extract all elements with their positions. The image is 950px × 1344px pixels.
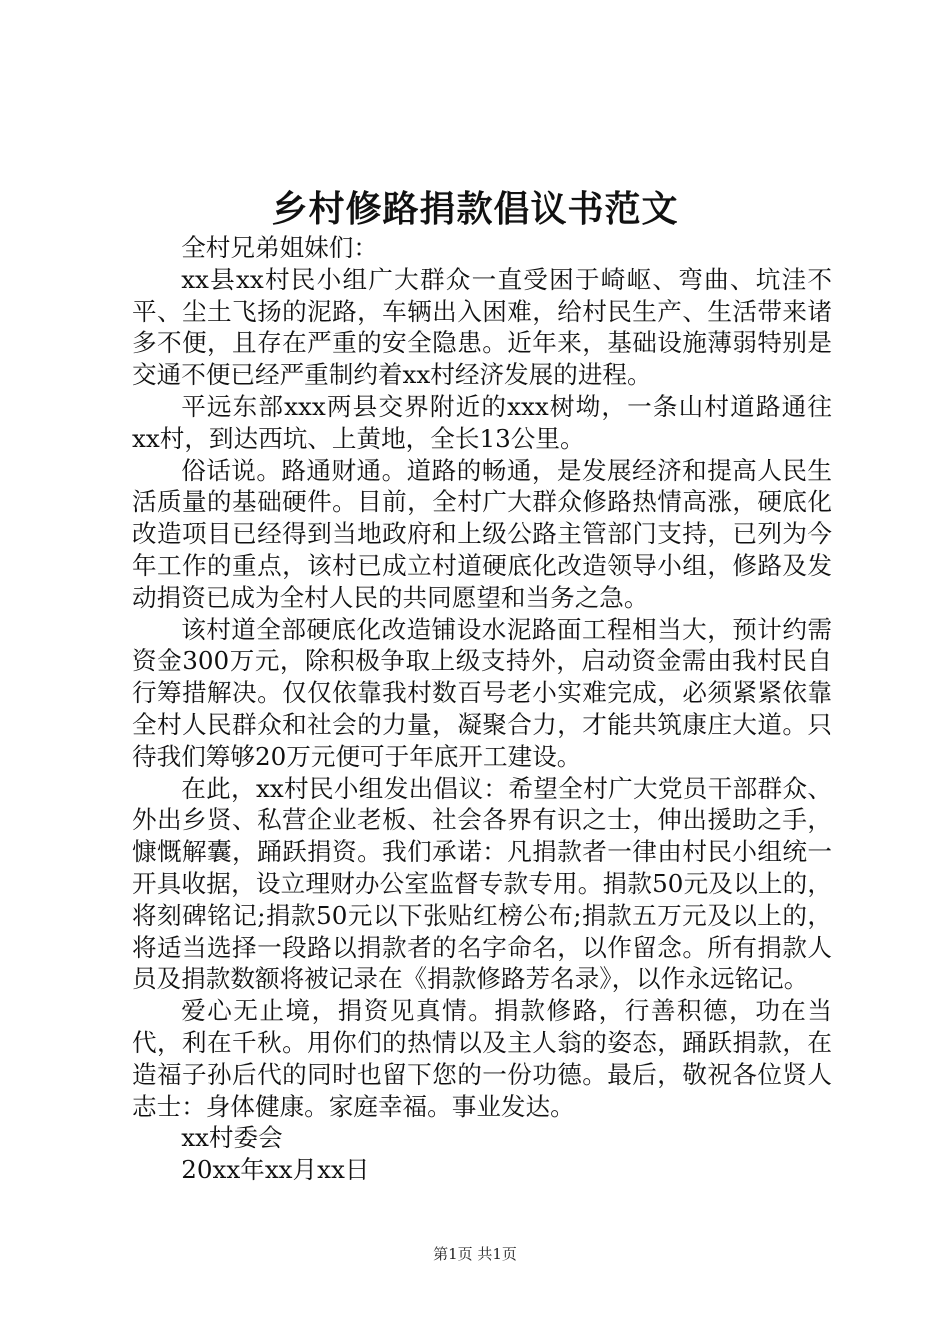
- signature: xx村委会: [181, 1123, 283, 1153]
- salutation: 全村兄弟姐妹们：: [181, 233, 378, 262]
- paragraph: xx县xx村民小组广大群众一直受困于崎岖、弯曲、坑洼不平、尘土飞扬的泥路，车辆出入困难，给村民生产、生活带来诸多不便，且存在严重的安全隐患。近年来，基础设施薄弱特别是交通不便已经严重制约着xx村经济发展的进程。: [132, 264, 832, 390]
- paragraph: 平远东部xxx两县交界附近的xxx树坳，一条山村道路通往xx村，到达西坑、上黄地，全长13公里。: [132, 391, 832, 453]
- paragraph: 该村道全部硬底化改造铺设水泥路面工程相当大，预计约需资金300万元，除积极争取上级支持外，启动资金需由我村民自行筹措解决。仅仅依靠我村数百号老小实难完成，必须紧紧依靠全村人民群众和社会的力量，凝聚合力，才能共筑康庄大道。只待我们筹够20万元便可于年底开工建设。: [132, 614, 832, 771]
- paragraph: 在此，xx村民小组发出倡议：希望全村广大党员干部群众、外出乡贤、私营企业老板、社会各界有识之士，伸出援助之手，慷慨解囊，踊跃捐资。我们承诺：凡捐款者一律由村民小组统一开具收据，设立理财办公室监督专款专用。捐款50元及以上的，将刻碑铭记;捐款50元以下张贴红榜公布;捐款五万元及以上的，将适当选择一段路以捐款者的名字命名，以作留念。所有捐款人员及捐款数额将被记录在《捐款修路芳名录》，以作永远铭记。: [132, 773, 832, 994]
- document-body: [132, 232, 832, 1186]
- document-title: 乡村修路捐款倡议书范文: [271, 188, 679, 230]
- date: 20xx年xx月xx日: [181, 1155, 370, 1185]
- paragraph: 爱心无止境，捐资见真情。捐款修路，行善积德，功在当代，利在千秋。用你们的热情以及主人翁的姿态，踊跃捐款，在造福子孙后代的同时也留下您的一份功德。最后，敬祝各位贤人志士：身体健康。家庭幸福。事业发达。: [132, 996, 832, 1121]
- paragraph: 俗话说。路通财通。道路的畅通，是发展经济和提高人民生活质量的基础硬件。目前，全村广大群众修路热情高涨，硬底化改造项目已经得到当地政府和上级公路主管部门支持，已列为今年工作的重点，该村已成立村道硬底化改造领导小组，修路及发动捐资已成为全村人民的共同愿望和当务之急。: [132, 455, 832, 612]
- page-footer: 第1页 共1页: [433, 1245, 517, 1263]
